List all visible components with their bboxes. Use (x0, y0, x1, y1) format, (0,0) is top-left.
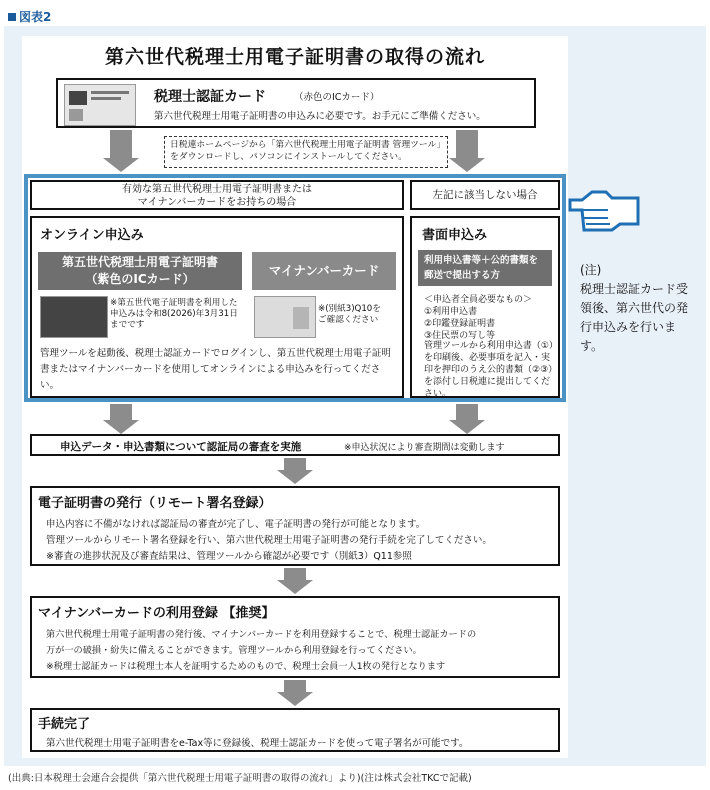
figure-label: 図表2 (8, 8, 51, 25)
online-heading: オンライン申込み (40, 228, 144, 243)
arrow-down (456, 130, 478, 158)
side-note: (注) 税理士認証カード受領後、第六世代の発行申込みを行います。 (580, 263, 689, 353)
mynumber-note: ※(別紙3)Q10を ご確認ください (318, 304, 381, 325)
arrow-down (456, 404, 478, 420)
card-heading-note: （赤色のICカード） (294, 92, 380, 103)
issue-line: 申込内容に不備がなければ認証局の審査が完了し、電子証明書の発行が可能となります。 (46, 519, 426, 530)
arrow-head (277, 470, 313, 484)
mynumber-reg-line: 万が一の破損・紛失に備えることができます。管理ツールから利用登録を行ってください。 (46, 645, 422, 656)
arrow-down (110, 130, 132, 158)
arrow-head (449, 158, 485, 172)
arrow-head (103, 158, 139, 172)
review-box (30, 434, 560, 456)
source-caption: (出典:日本税理士会連合会提供「第六世代税理士用電子証明書の取得の流れ」より)(注は株式会社TKCで記載) (8, 773, 472, 784)
issue-line: 管理ツールからリモート署名登録を行い、第六世代税理士用電子証明書の発行手続を完了してください。 (46, 535, 492, 546)
arrow-down (284, 568, 306, 580)
mynumber-registration-box (30, 596, 560, 678)
cert5-card-image (40, 296, 108, 338)
arrow-head (449, 420, 485, 434)
paper-item: ①利用申込書 (424, 307, 478, 317)
arrow-down (284, 458, 306, 470)
paper-heading: 書面申込み (422, 228, 488, 243)
review-note: ※申込状況により審査期間は変動します (344, 443, 505, 453)
arrow-down (110, 404, 132, 420)
complete-text: 第六世代税理士用電子証明書をe-Tax等に登録後、税理士認証カードを使って電子署名が可能です。 (46, 738, 469, 749)
card-heading: 税理士認証カード (154, 89, 266, 105)
issue-heading: 電子証明書の発行（リモート署名登録） (38, 496, 272, 511)
arrow-down (284, 680, 306, 692)
paper-box (410, 216, 560, 398)
cert5-note: ※第五世代電子証明書を利用した申込みは令和8(2026)年3月31日までです (110, 298, 238, 330)
complete-box (30, 708, 560, 752)
online-text: 管理ツールを起動後、税理士認証カードでログインし、第五世代税理士用電子証明書またはマイナンバーカードを使用してオンラインによる申込みを行ってください。 (40, 348, 391, 391)
mynumber-reg-heading: マイナンバーカードの利用登録 【推奨】 (38, 606, 275, 621)
paper-text: 管理ツールから利用申込書（①）を印刷後、必要事項を記入・実印を押印のうえ公的書類（②③）を添付し日税連に提出してください。 (424, 341, 554, 399)
issue-line: ※審査の進捗状況及び審査結果は、管理ツールから確認が必要です（別紙3）Q11参照 (46, 551, 412, 562)
mynumber-reg-line: 第六世代税理士用電子証明書の発行後、マイナンバーカードを利用登録することで、税理士認証カードの (46, 629, 477, 640)
online-box (30, 216, 404, 398)
arrow-head (277, 692, 313, 706)
condition-right: 左記に該当しない場合 (410, 180, 560, 210)
paper-item: ③住民票の写し等 (424, 331, 496, 341)
condition-left: 有効な第五世代税理士用電子証明書または マイナンバーカードをお持ちの場合 (30, 180, 404, 210)
paper-banner: 利用申込書等＋公的書類を郵送で提出する方 (418, 250, 552, 286)
arrow-head (103, 420, 139, 434)
mynumber-reg-line: ※税理士認証カードは税理士本人を証明するためのもので、税理士会員一人1枚の発行となります (46, 661, 446, 672)
issue-box (30, 486, 560, 566)
complete-heading: 手続完了 (38, 717, 91, 732)
auth-card-image (64, 84, 136, 126)
mynumber-title: マイナンバーカード (252, 252, 396, 290)
review-heading: 申込データ・申込書類について認証局の審査を実施 (60, 441, 302, 453)
card-box (56, 78, 536, 128)
install-note: 日税連ホームページから「第六世代税理士用電子証明書 管理ツール」をダウンロードし、パソコンにインストールしてください。 (164, 136, 448, 168)
diagram-title: 第六世代税理士用電子証明書の取得の流れ (104, 46, 485, 68)
cert5-title: 第五世代税理士用電子証明書 （紫色のICカード） (38, 252, 242, 290)
arrow-head (277, 580, 313, 594)
card-text: 第六世代税理士用電子証明書の申込みに必要です。お手元にご準備ください。 (154, 111, 486, 122)
mynumber-card-image (254, 296, 316, 338)
pointing-hand-icon (568, 190, 640, 240)
paper-item: ②印鑑登録証明書 (424, 319, 496, 329)
paper-list-title: ＜申込者全員必要なもの＞ (424, 295, 533, 305)
